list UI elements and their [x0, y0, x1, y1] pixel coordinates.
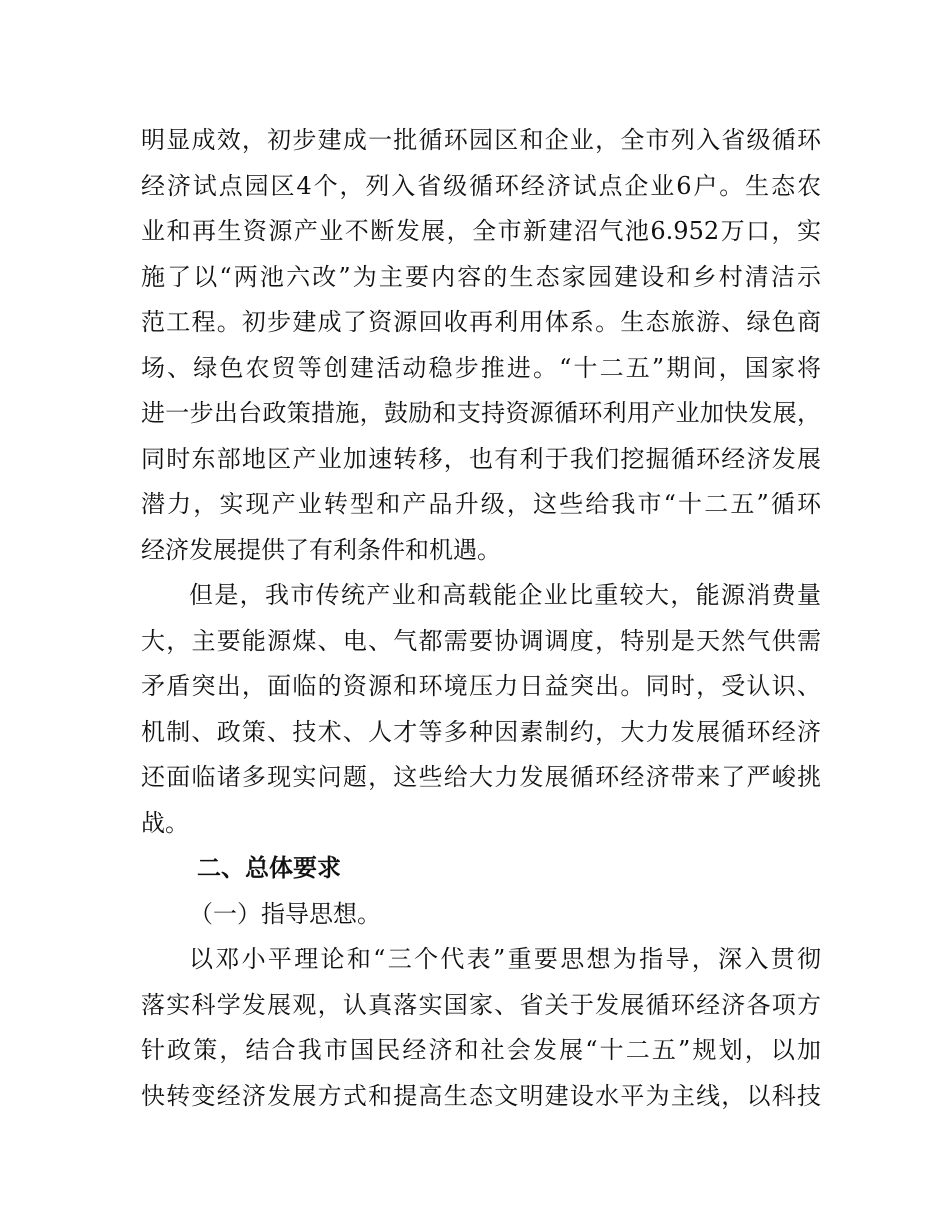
- text-line: 针政策，结合我市国民经济和社会发展“十二五”规划，以加: [141, 1036, 821, 1064]
- text-line: 快转变经济发展方式和提高生态文明建设水平为主线，以科技: [141, 1081, 821, 1110]
- text-line: 场、绿色农贸等创建活动稳步推进。“十二五”期间，国家将: [141, 353, 821, 382]
- text-line: 但是，我市传统产业和高载能企业比重较大，能源消费量: [189, 581, 821, 609]
- text-line: 机制、政策、技术、人才等多种因素制约，大力发展循环经济: [141, 717, 821, 746]
- text-line: 施了以“两池六改”为主要内容的生态家园建设和乡村清洁示: [141, 262, 821, 291]
- text-line: 落实科学发展观，认真落实国家、省关于发展循环经济各项方: [141, 990, 821, 1019]
- paragraph-challenges: [141, 573, 821, 846]
- document-body: [141, 118, 821, 1119]
- text-line: 经济试点园区4个，列入省级循环经济试点企业6户。生态农: [141, 171, 821, 200]
- text-line: 进一步出台政策措施，鼓励和支持资源循环利用产业加快发展，: [141, 399, 821, 427]
- paragraph-guiding-ideology: [141, 937, 821, 1119]
- section-heading: 二、总体要求: [197, 854, 341, 882]
- text-line: 大，主要能源煤、电、气都需要协调调度，特别是天然气供需: [141, 626, 821, 655]
- text-line: 潜力，实现产业转型和产品升级，这些给我市“十二五”循环: [141, 490, 821, 518]
- text-line: 同时东部地区产业加速转移，也有利于我们挖掘循环经济发展: [141, 444, 821, 473]
- text-line: 范工程。初步建成了资源回收再利用体系。生态旅游、绿色商: [141, 308, 821, 336]
- text-line: 经济发展提供了有利条件和机遇。: [141, 535, 501, 564]
- text-line: 明显成效，初步建成一批循环园区和企业，全市列入省级循环: [141, 126, 821, 154]
- text-line: 以邓小平理论和“三个代表”重要思想为指导，深入贯彻: [189, 945, 821, 973]
- paragraph-achievements: [141, 118, 821, 573]
- text-line: 矛盾突出，面临的资源和环境压力日益突出。同时，受认识、: [141, 672, 821, 700]
- subsection-heading: （一）指导思想。: [189, 899, 381, 928]
- text-line: 战。: [141, 808, 189, 837]
- text-line: 业和再生资源产业不断发展，全市新建沼气池6.952万口，实: [141, 217, 821, 245]
- text-line: 还面临诸多现实问题，这些给大力发展循环经济带来了严峻挑: [141, 763, 821, 791]
